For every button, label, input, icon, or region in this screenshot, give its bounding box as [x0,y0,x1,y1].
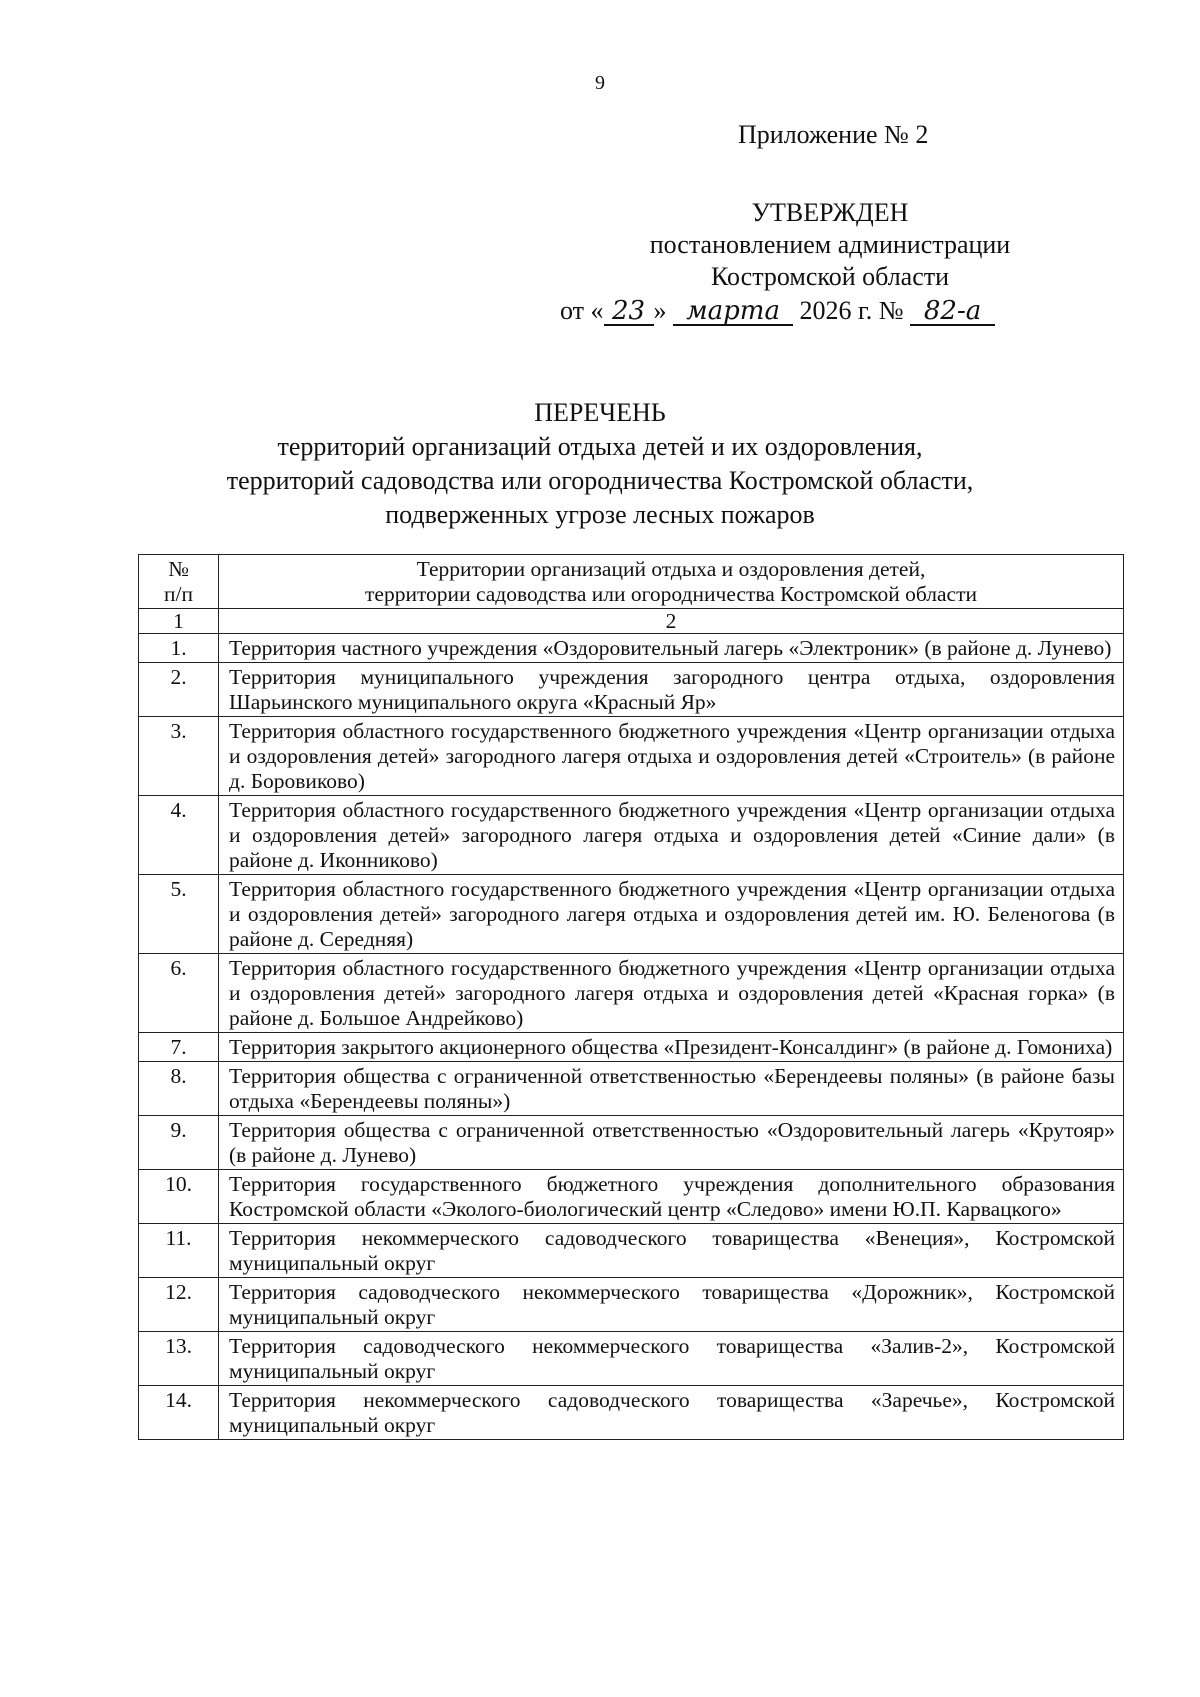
row-territory-name: Территория областного государственного бюджетного учреждения «Центр организации отдыха и оздоровления детей» загородного лагеря отдыха и оздоровления детей им. Ю. Беленогова (в районе д. Середняя) [219,875,1124,954]
header-number-line-1: № [168,557,189,581]
row-territory-name: Территория некоммерческого садоводческого товарищества «Заречье», Костромской муниципальный округ [219,1386,1124,1440]
row-territory-name: Территория общества с ограниченной ответственностью «Оздоровительный лагерь «Крутояр» (в районе д. Лунево) [219,1116,1124,1170]
row-territory-name: Территория частного учреждения «Оздоровительный лагерь «Электроник» (в районе д. Лунево) [219,634,1124,663]
table-row [139,1332,1124,1386]
table-row [139,1224,1124,1278]
header-name-line-1: Территории организаций отдыха и оздоровления детей, [416,557,926,581]
table-row [139,634,1124,663]
table-row [139,954,1124,1033]
date-mid: » [653,296,667,325]
heading-subtitle-3: подверженных угрозе лесных пожаров [385,500,815,529]
header-name-line-2: территории садоводства или огородничества Костромской области [365,582,977,606]
table-row [139,1033,1124,1062]
row-territory-name: Территория некоммерческого садоводческого товарищества «Венеция», Костромской муниципальный округ [219,1224,1124,1278]
document-heading [0,396,1200,532]
row-number: 13. [139,1332,219,1386]
date-day-handwritten: 23 [604,298,654,326]
row-territory-name: Территория общества с ограниченной ответственностью «Берендеевы поляны» (в районе базы отдыха «Берендеевы поляны») [219,1062,1124,1116]
table-row [139,1116,1124,1170]
table-row [139,717,1124,796]
heading-subtitle-1: территорий организаций отдыха детей и их оздоровления, [277,432,923,461]
approval-authority: постановлением администрации [649,230,1011,259]
row-territory-name: Территория областного государственного бюджетного учреждения «Центр организации отдыха и оздоровления детей» загородного лагеря отдыха и оздоровления детей «Строитель» (в районе д. Боровиково) [219,717,1124,796]
heading-title: ПЕРЕЧЕНЬ [534,398,666,427]
row-number: 7. [139,1033,219,1062]
approved-stamp-title: УТВЕРЖДЕН [751,198,909,227]
row-number: 14. [139,1386,219,1440]
document-number-handwritten: 82-а [910,298,995,326]
row-number: 1. [139,634,219,663]
table-row [139,1062,1124,1116]
row-territory-name: Территория областного государственного бюджетного учреждения «Центр организации отдыха и оздоровления детей» загородного лагеря отдыха и оздоровления детей «Синие дали» (в районе д. Иконниково) [219,796,1124,875]
header-number-line-2: п/п [164,582,193,606]
row-territory-name: Территория областного государственного бюджетного учреждения «Центр организации отдыха и оздоровления детей» загородного лагеря отдыха и оздоровления детей «Красная горка» (в районе д. Большое Андрейково) [219,954,1124,1033]
table-row [139,875,1124,954]
table-row [139,663,1124,717]
row-number: 6. [139,954,219,1033]
row-territory-name: Территория садоводческого некоммерческого товарищества «Дорожник», Костромской муниципальный округ [219,1278,1124,1332]
date-month-handwritten: марта [673,298,793,326]
header-number-cell [139,555,219,609]
column-index-1: 1 [139,609,219,634]
table-row [139,1386,1124,1440]
heading-subtitle-2: территорий садоводства или огородничества Костромской области, [226,466,974,495]
row-number: 4. [139,796,219,875]
page-number: 9 [595,72,605,94]
appendix-label: Приложение № 2 [738,120,929,149]
table-row [139,1278,1124,1332]
row-number: 2. [139,663,219,717]
row-territory-name: Территория муниципального учреждения загородного центра отдыха, оздоровления Шарьинского муниципального округа «Красный Яр» [219,663,1124,717]
row-number: 10. [139,1170,219,1224]
column-index-row [139,609,1124,634]
row-number: 11. [139,1224,219,1278]
row-number: 9. [139,1116,219,1170]
date-prefix: от « [560,296,604,325]
territories-table [138,554,1124,1440]
approval-region: Костромской области [710,262,950,291]
table-row [139,796,1124,875]
date-year: 2026 г. № [799,296,904,325]
table-header-row [139,555,1124,609]
row-territory-name: Территория государственного бюджетного учреждения дополнительного образования Костромской области «Эколого-биологический центр «Следово» имени Ю.П. Карвацкого» [219,1170,1124,1224]
header-name-cell [219,555,1124,609]
row-number: 3. [139,717,219,796]
row-number: 8. [139,1062,219,1116]
row-number: 5. [139,875,219,954]
row-territory-name: Территория закрытого акционерного общества «Президент-Консалдинг» (в районе д. Гомониха) [219,1033,1124,1062]
approval-date-line [560,296,1080,326]
table-row [139,1170,1124,1224]
row-territory-name: Территория садоводческого некоммерческого товарищества «Залив-2», Костромской муниципальный округ [219,1332,1124,1386]
column-index-2: 2 [219,609,1124,634]
row-number: 12. [139,1278,219,1332]
